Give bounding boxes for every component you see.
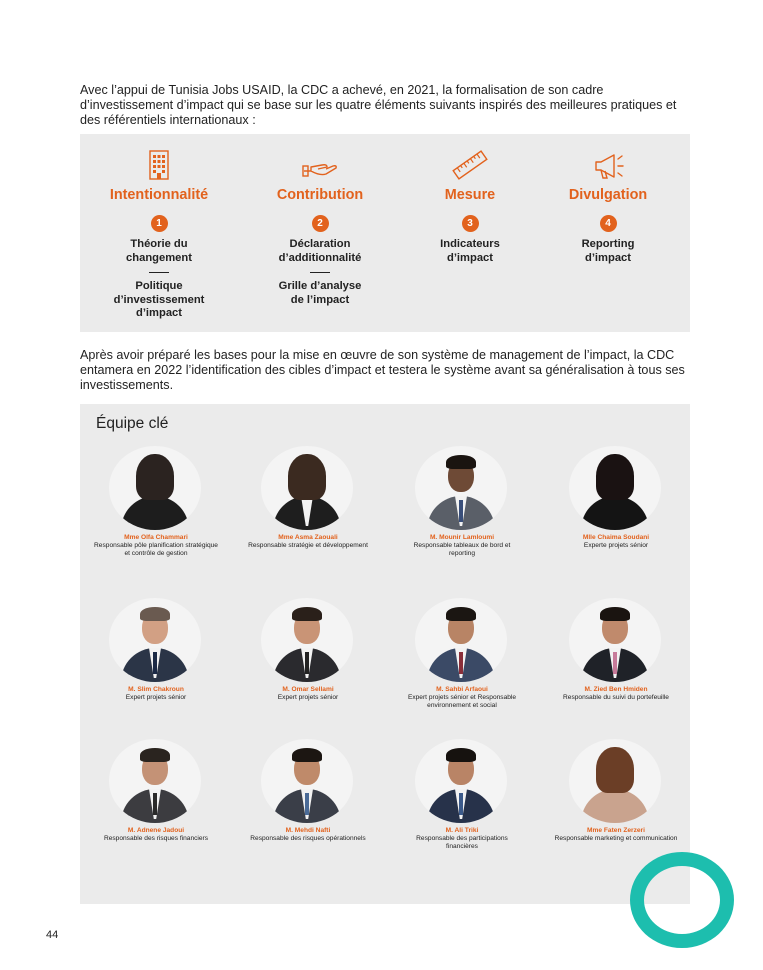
member-photo xyxy=(109,446,201,530)
impact-framework-panel xyxy=(80,134,690,332)
member-role: Experte projets sénior xyxy=(583,542,649,549)
member-photo xyxy=(415,446,507,530)
member-role: Responsable des participations financières xyxy=(416,835,508,850)
pillar-number-badge: 3 xyxy=(462,215,479,232)
pillar-separator xyxy=(310,272,330,273)
member-name: M. Zied Ben Hmiden xyxy=(584,686,648,693)
member-role: Expert projets sénior et Responsable environnement et social xyxy=(407,694,517,709)
team-member xyxy=(392,446,532,576)
pillar-description: Déclaration d’additionnalité xyxy=(278,238,362,264)
member-name: M. Mounir Lamloumi xyxy=(429,534,495,541)
megaphone-icon xyxy=(590,149,626,181)
pillar-title: Divulgation xyxy=(568,187,648,203)
hand-icon xyxy=(302,149,338,181)
building-icon xyxy=(141,149,177,181)
member-name: M. Slim Chakroun xyxy=(128,686,184,693)
member-photo xyxy=(569,598,661,682)
page-number: 44 xyxy=(46,929,59,941)
pillar-description-2: Grille d’analyse de l’impact xyxy=(278,280,362,306)
team-member xyxy=(546,739,686,869)
plan-paragraph: Après avoir préparé les bases pour la mise en œuvre de son système de management de l’impact, la CDC entamera en 2022 l’identification des cibles d’impact et testera le système avant sa généralisation à tous ses investissements. xyxy=(80,348,685,392)
member-photo xyxy=(261,446,353,530)
pillar-number-badge: 4 xyxy=(600,215,617,232)
member-name: Mme Faten Zerzeri xyxy=(587,827,645,834)
member-photo xyxy=(415,739,507,823)
member-name: M. Omar Sellami xyxy=(282,686,334,693)
member-role: Responsable du suivi du portefeuille xyxy=(563,694,669,701)
pillar-title: Intentionnalité xyxy=(109,187,209,203)
member-name: Mme Olfa Chammari xyxy=(124,534,188,541)
member-name: Mlle Chaima Soudani xyxy=(582,534,650,541)
member-name: M. Adnene Jadoui xyxy=(127,827,185,834)
team-title: Équipe clé xyxy=(96,415,169,432)
member-photo xyxy=(569,739,661,823)
team-member xyxy=(86,446,226,576)
member-photo xyxy=(109,739,201,823)
pillar-description: Reporting d’impact xyxy=(581,238,635,264)
member-photo xyxy=(415,598,507,682)
member-photo xyxy=(569,446,661,530)
member-name: M. Mehdi Nafti xyxy=(285,827,331,834)
member-photo xyxy=(261,739,353,823)
team-member xyxy=(238,739,378,869)
member-role: Responsable des risques financiers xyxy=(103,835,209,842)
ruler-icon xyxy=(452,149,488,181)
pillar-title: Contribution xyxy=(276,187,364,203)
member-role: Responsable des risques opérationnels xyxy=(250,835,366,842)
member-name: Mme Asma Zaouali xyxy=(278,534,338,541)
team-panel xyxy=(80,404,690,904)
member-photo xyxy=(109,598,201,682)
team-member xyxy=(86,739,226,869)
pillar-description: Théorie du changement xyxy=(126,238,192,264)
member-photo xyxy=(261,598,353,682)
team-member xyxy=(238,598,378,728)
pillar-separator xyxy=(149,272,169,273)
team-member xyxy=(546,446,686,576)
pillar-description-2: Politique d’investissement d’impact xyxy=(113,280,205,319)
pillar-number-badge: 1 xyxy=(151,215,168,232)
member-name: M. Sahbi Arfaoui xyxy=(436,686,488,693)
intro-paragraph: Avec l’appui de Tunisia Jobs USAID, la CDC a achevé, en 2021, la formalisation de son cadre d’investissement d’impact qui se base sur les quatre éléments suivants inspirés des meilleures pratiques et des référentiels internationaux : xyxy=(80,83,677,127)
member-name: M. Ali Triki xyxy=(445,827,479,834)
team-member xyxy=(86,598,226,728)
pillar-number-badge: 2 xyxy=(312,215,329,232)
team-member xyxy=(392,598,532,728)
team-member xyxy=(546,598,686,728)
member-role: Responsable marketing et communication xyxy=(554,835,678,842)
member-role: Expert projets sénior xyxy=(125,694,187,701)
decorative-ring xyxy=(630,852,734,948)
team-member xyxy=(392,739,532,869)
pillar-title: Mesure xyxy=(444,187,496,203)
team-member xyxy=(238,446,378,576)
pillar-description: Indicateurs d’impact xyxy=(440,238,500,264)
member-role: Responsable tableaux de bord et reporting xyxy=(413,542,511,557)
member-role: Expert projets sénior xyxy=(277,694,339,701)
member-role: Responsable pôle planification stratégique et contrôle de gestion xyxy=(94,542,218,557)
member-role: Responsable stratégie et développement xyxy=(248,542,368,549)
